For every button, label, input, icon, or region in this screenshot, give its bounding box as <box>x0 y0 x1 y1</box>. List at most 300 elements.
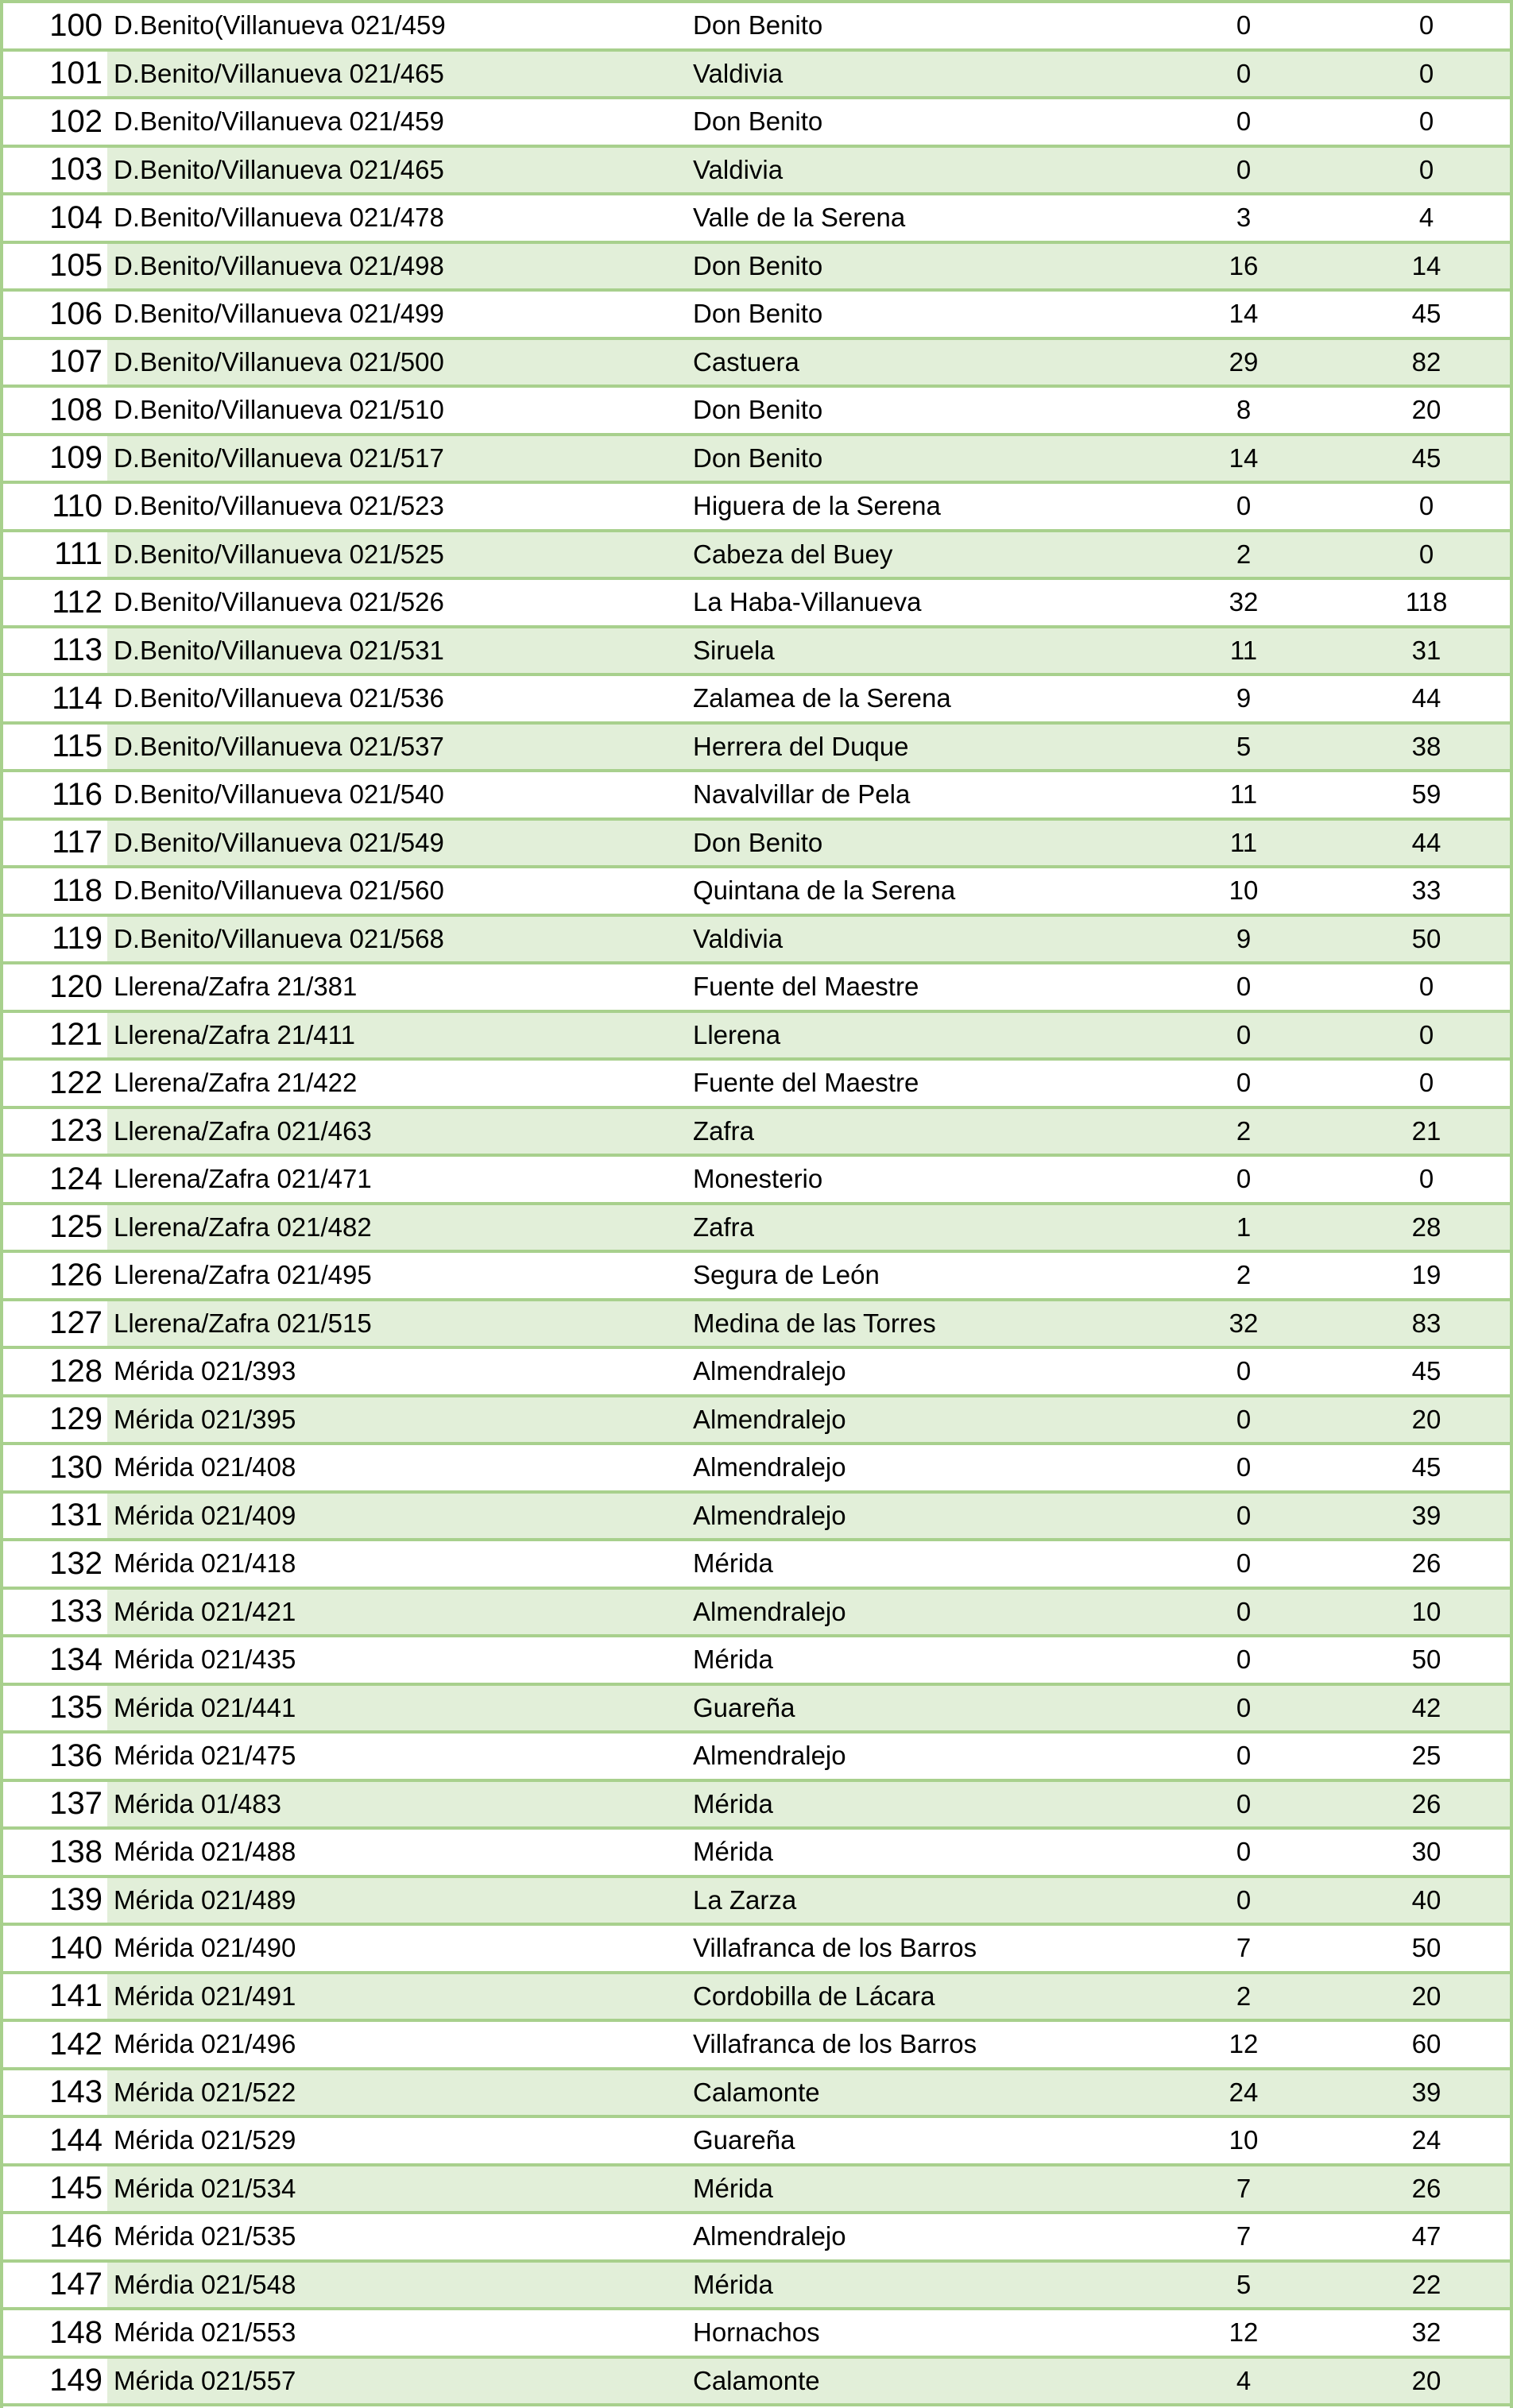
registration-code-cell: Llerena/Zafra 021/515 <box>114 1308 372 1338</box>
row-divider <box>0 481 1513 484</box>
row-number-cell: 146 <box>0 2213 107 2261</box>
row-number-cell: 147 <box>0 2261 107 2309</box>
row-divider <box>0 1250 1513 1253</box>
table-row <box>0 1347 1513 1396</box>
value-2-cell: 31 <box>1411 635 1441 665</box>
value-2-cell: 44 <box>1411 683 1441 713</box>
row-number-cell: 116 <box>0 771 107 819</box>
row-divider <box>0 1298 1513 1301</box>
table-row <box>0 1732 1513 1780</box>
municipality-cell: Fuente del Maestre <box>693 972 919 1002</box>
value-2-cell: 83 <box>1411 1308 1441 1338</box>
row-number-cell: 130 <box>0 1444 107 1492</box>
value-1-cell: 7 <box>1236 2173 1252 2203</box>
row-divider <box>0 2067 1513 2070</box>
row-divider <box>0 529 1513 532</box>
value-1-cell: 1 <box>1236 1212 1252 1242</box>
registration-code-cell: Mérida 021/522 <box>114 2077 296 2107</box>
table-row <box>0 242 1513 291</box>
municipality-cell: Segura de León <box>693 1260 880 1290</box>
value-1-cell: 3 <box>1236 203 1252 233</box>
registration-code-cell: D.Benito/Villanueva 021/465 <box>114 58 444 88</box>
row-number-cell: 119 <box>0 915 107 964</box>
value-1-cell: 2 <box>1236 539 1252 569</box>
row-number-cell: 113 <box>0 627 107 675</box>
row-number-cell: 115 <box>0 723 107 771</box>
row-divider <box>0 769 1513 772</box>
table-row <box>0 2020 1513 2069</box>
value-2-cell: 39 <box>1411 1500 1441 1530</box>
column-border <box>1510 0 1513 2408</box>
table-row <box>0 531 1513 579</box>
row-number-cell: 122 <box>0 1059 107 1107</box>
registration-code-cell: D.Benito/Villanueva 021/525 <box>114 539 444 569</box>
row-divider <box>0 721 1513 725</box>
row-divider <box>0 1106 1513 1109</box>
table-row <box>0 1828 1513 1877</box>
value-1-cell: 2 <box>1236 1115 1252 1146</box>
row-divider <box>0 2115 1513 2118</box>
row-divider <box>0 1779 1513 1782</box>
municipality-cell: Almendralejo <box>693 1741 846 1771</box>
row-divider <box>0 2211 1513 2214</box>
value-2-cell: 20 <box>1411 395 1441 425</box>
table-row <box>0 963 1513 1011</box>
value-2-cell: 42 <box>1411 1692 1441 1722</box>
row-divider <box>0 1490 1513 1494</box>
registration-code-cell: D.Benito/Villanueva 021/536 <box>114 683 444 713</box>
table-row <box>0 1204 1513 1252</box>
municipality-cell: Guareña <box>693 2125 795 2155</box>
value-2-cell: 26 <box>1411 1788 1441 1819</box>
registration-code-cell: Mérida 021/489 <box>114 1884 296 1915</box>
municipality-cell: Castuera <box>693 346 799 377</box>
row-number-cell: 102 <box>0 98 107 146</box>
value-2-cell: 47 <box>1411 2221 1441 2251</box>
municipality-cell: Villafranca de los Barros <box>693 2029 977 2059</box>
row-divider <box>0 865 1513 868</box>
value-1-cell: 32 <box>1229 1308 1259 1338</box>
table-row <box>0 1396 1513 1444</box>
value-1-cell: 0 <box>1236 1548 1252 1579</box>
row-number-cell: 132 <box>0 1540 107 1588</box>
table-row <box>0 723 1513 771</box>
municipality-cell: Valdivia <box>693 154 784 184</box>
value-2-cell: 82 <box>1411 346 1441 377</box>
row-divider <box>0 1875 1513 1878</box>
municipality-cell: Don Benito <box>693 106 823 137</box>
value-1-cell: 0 <box>1236 106 1252 137</box>
value-2-cell: 0 <box>1418 972 1434 1002</box>
municipality-cell: Quintana de la Serena <box>693 875 956 906</box>
municipality-cell: Navalvillar de Pela <box>693 779 911 810</box>
municipality-cell: Mérida <box>693 2269 773 2299</box>
table-row <box>0 674 1513 723</box>
table-row <box>0 2309 1513 2357</box>
municipality-cell: Almendralejo <box>693 2221 846 2251</box>
table-row <box>0 578 1513 627</box>
value-1-cell: 5 <box>1236 2269 1252 2299</box>
row-divider <box>0 96 1513 99</box>
value-1-cell: 12 <box>1229 2029 1259 2059</box>
value-2-cell: 50 <box>1411 923 1441 953</box>
registration-code-cell: Llerena/Zafra 021/482 <box>114 1212 372 1242</box>
value-2-cell: 44 <box>1411 827 1441 857</box>
value-2-cell: 0 <box>1418 154 1434 184</box>
municipality-cell: Medina de las Torres <box>693 1308 936 1338</box>
row-divider <box>0 1634 1513 1637</box>
row-number-cell: 134 <box>0 1636 107 1684</box>
value-1-cell: 32 <box>1229 587 1259 617</box>
row-number-cell: 133 <box>0 1588 107 1637</box>
value-2-cell: 0 <box>1418 1164 1434 1194</box>
row-divider <box>0 2403 1513 2406</box>
value-1-cell: 0 <box>1236 1356 1252 1386</box>
registration-code-cell: D.Benito/Villanueva 021/465 <box>114 154 444 184</box>
value-2-cell: 14 <box>1411 250 1441 280</box>
row-number-cell: 149 <box>0 2357 107 2406</box>
row-divider <box>0 385 1513 388</box>
row-number-cell: 140 <box>0 1924 107 1973</box>
municipality-cell: Mérida <box>693 1548 773 1579</box>
municipality-cell: La Haba-Villanueva <box>693 587 922 617</box>
registration-code-cell: Llerena/Zafra 21/381 <box>114 972 358 1002</box>
row-divider <box>0 1971 1513 1974</box>
value-1-cell: 0 <box>1236 1404 1252 1434</box>
municipality-cell: Mérida <box>693 1788 773 1819</box>
row-number-cell: 129 <box>0 1396 107 1444</box>
value-2-cell: 0 <box>1418 539 1434 569</box>
row-divider <box>0 1826 1513 1830</box>
row-divider <box>0 433 1513 436</box>
municipality-cell: Cordobilla de Lácara <box>693 1981 935 2011</box>
registration-code-cell: D.Benito/Villanueva 021/540 <box>114 779 444 810</box>
row-divider <box>0 192 1513 195</box>
value-2-cell: 45 <box>1411 1356 1441 1386</box>
row-number-cell: 105 <box>0 242 107 291</box>
row-divider <box>0 577 1513 580</box>
row-divider <box>0 2019 1513 2022</box>
row-divider <box>0 241 1513 244</box>
row-number-cell: 145 <box>0 2165 107 2213</box>
row-number-cell: 128 <box>0 1347 107 1396</box>
table-row <box>0 338 1513 387</box>
row-divider <box>0 1587 1513 1590</box>
value-1-cell: 0 <box>1236 1452 1252 1482</box>
municipality-cell: Hornachos <box>693 2317 820 2348</box>
row-number-cell: 120 <box>0 963 107 1011</box>
value-2-cell: 0 <box>1418 106 1434 137</box>
row-divider <box>0 337 1513 340</box>
municipality-cell: Don Benito <box>693 250 823 280</box>
row-divider <box>0 288 1513 292</box>
value-1-cell: 7 <box>1236 2221 1252 2251</box>
table-row <box>0 1877 1513 1925</box>
municipality-cell: Almendralejo <box>693 1500 846 1530</box>
registration-code-cell: D.Benito/Villanueva 021/459 <box>114 106 444 137</box>
row-number-cell: 136 <box>0 1732 107 1780</box>
row-divider <box>0 2356 1513 2359</box>
row-number-cell: 131 <box>0 1492 107 1540</box>
value-1-cell: 0 <box>1236 1500 1252 1530</box>
row-number-cell: 111 <box>0 531 107 579</box>
registration-code-cell: Mérida 021/491 <box>114 1981 296 2011</box>
row-divider <box>0 1346 1513 1349</box>
registration-code-cell: Mérida 01/483 <box>114 1788 281 1819</box>
value-2-cell: 45 <box>1411 299 1441 329</box>
municipality-cell: Don Benito <box>693 827 823 857</box>
registration-code-cell: Mérida 021/534 <box>114 2173 296 2203</box>
row-number-cell: 104 <box>0 194 107 242</box>
table-row <box>0 1251 1513 1300</box>
table-row <box>0 1780 1513 1829</box>
row-number-cell: 125 <box>0 1204 107 1252</box>
row-divider <box>0 1442 1513 1445</box>
table-row <box>0 819 1513 868</box>
row-divider <box>0 2259 1513 2263</box>
registration-code-cell: Mérida 021/409 <box>114 1500 296 1530</box>
row-number-cell: 100 <box>0 2 107 50</box>
row-divider <box>0 1010 1513 1013</box>
row-number-cell: 121 <box>0 1011 107 1060</box>
table-row <box>0 1011 1513 1060</box>
registration-code-cell: D.Benito/Villanueva 021/537 <box>114 731 444 761</box>
value-1-cell: 8 <box>1236 395 1252 425</box>
row-divider <box>0 1394 1513 1397</box>
row-divider <box>0 914 1513 917</box>
table-row <box>0 1540 1513 1588</box>
registration-code-cell: Llerena/Zafra 021/471 <box>114 1164 372 1194</box>
row-number-cell: 103 <box>0 146 107 195</box>
municipality-cell: Llerena <box>693 1019 781 1049</box>
value-1-cell: 16 <box>1229 250 1259 280</box>
value-2-cell: 25 <box>1411 1741 1441 1771</box>
registration-code-cell: Mérdia 021/548 <box>114 2269 296 2299</box>
municipality-cell: Don Benito <box>693 299 823 329</box>
table-row <box>0 627 1513 675</box>
row-divider <box>0 1730 1513 1734</box>
value-1-cell: 0 <box>1236 1164 1252 1194</box>
row-number-cell: 110 <box>0 482 107 531</box>
table-row <box>0 98 1513 146</box>
value-1-cell: 0 <box>1236 491 1252 521</box>
row-number-cell: 135 <box>0 1684 107 1733</box>
table-row <box>0 1107 1513 1156</box>
registration-code-cell: D.Benito/Villanueva 021/523 <box>114 491 444 521</box>
value-1-cell: 0 <box>1236 1019 1252 1049</box>
registration-code-cell: D.Benito/Villanueva 021/531 <box>114 635 444 665</box>
municipality-cell: Valle de la Serena <box>693 203 906 233</box>
table-row <box>0 867 1513 915</box>
table-row <box>0 1684 1513 1733</box>
row-number-cell: 143 <box>0 2069 107 2117</box>
table-row <box>0 1492 1513 1540</box>
value-2-cell: 0 <box>1418 1019 1434 1049</box>
row-divider <box>0 625 1513 628</box>
value-2-cell: 20 <box>1411 1981 1441 2011</box>
registration-code-cell: D.Benito/Villanueva 021/526 <box>114 587 444 617</box>
registration-code-cell: Llerena/Zafra 21/411 <box>114 1019 355 1049</box>
municipality-cell: Siruela <box>693 635 775 665</box>
table-row <box>0 1059 1513 1107</box>
registration-code-cell: D.Benito/Villanueva 021/549 <box>114 827 444 857</box>
value-1-cell: 14 <box>1229 299 1259 329</box>
value-1-cell: 4 <box>1236 2365 1252 2395</box>
registration-code-cell: D.Benito/Villanueva 021/498 <box>114 250 444 280</box>
row-number-cell: 112 <box>0 578 107 627</box>
registration-code-cell: D.Benito/Villanueva 021/517 <box>114 443 444 473</box>
municipality-cell: Fuente del Maestre <box>693 1068 919 1098</box>
municipality-cell: Herrera del Duque <box>693 731 909 761</box>
municipality-cell: Villafranca de los Barros <box>693 1933 977 1963</box>
municipality-cell: Zafra <box>693 1212 755 1242</box>
row-number-cell: 127 <box>0 1300 107 1348</box>
table-row <box>0 2165 1513 2213</box>
municipality-cell: Guareña <box>693 1692 795 1722</box>
row-divider <box>0 673 1513 676</box>
column-border <box>0 0 3 2408</box>
row-divider <box>0 1538 1513 1541</box>
value-1-cell: 0 <box>1236 1692 1252 1722</box>
table-row <box>0 1924 1513 1973</box>
row-divider <box>0 1202 1513 1205</box>
municipality-cell: Don Benito <box>693 443 823 473</box>
table-row <box>0 1973 1513 2021</box>
registration-code-cell: Mérida 021/488 <box>114 1837 296 1867</box>
value-2-cell: 26 <box>1411 1548 1441 1579</box>
municipality-cell: Don Benito <box>693 395 823 425</box>
table-row <box>0 1155 1513 1204</box>
value-1-cell: 10 <box>1229 2125 1259 2155</box>
value-2-cell: 39 <box>1411 2077 1441 2107</box>
value-1-cell: 7 <box>1236 1933 1252 1963</box>
row-divider <box>0 817 1513 821</box>
value-2-cell: 4 <box>1418 203 1434 233</box>
value-2-cell: 30 <box>1411 1837 1441 1867</box>
municipality-cell: Almendralejo <box>693 1356 846 1386</box>
row-number-cell: 108 <box>0 386 107 435</box>
value-2-cell: 24 <box>1411 2125 1441 2155</box>
table-row <box>0 2069 1513 2117</box>
registration-code-cell: Mérida 021/496 <box>114 2029 296 2059</box>
registration-code-cell: D.Benito(Villanueva 021/459 <box>114 10 446 41</box>
table-row <box>0 146 1513 195</box>
registration-code-cell: D.Benito/Villanueva 021/499 <box>114 299 444 329</box>
registration-code-cell: Mérida 021/557 <box>114 2365 296 2395</box>
row-number-cell: 138 <box>0 1828 107 1877</box>
row-number-cell: 107 <box>0 338 107 387</box>
municipality-cell: Calamonte <box>693 2365 820 2395</box>
row-number-cell: 126 <box>0 1251 107 1300</box>
row-number-cell: 124 <box>0 1155 107 1204</box>
value-2-cell: 20 <box>1411 2365 1441 2395</box>
registration-code-cell: Llerena/Zafra 021/463 <box>114 1115 372 1146</box>
value-1-cell: 29 <box>1229 346 1259 377</box>
registration-code-cell: Llerena/Zafra 21/422 <box>114 1068 358 1098</box>
table-row <box>0 50 1513 99</box>
value-1-cell: 0 <box>1236 154 1252 184</box>
row-divider <box>0 0 1513 3</box>
registration-code-cell: Mérida 021/395 <box>114 1404 296 1434</box>
value-1-cell: 0 <box>1236 1837 1252 1867</box>
table-row <box>0 2 1513 50</box>
value-2-cell: 0 <box>1418 58 1434 88</box>
table-row <box>0 194 1513 242</box>
value-1-cell: 10 <box>1229 875 1259 906</box>
municipality-cell: Almendralejo <box>693 1404 846 1434</box>
row-number-cell: 148 <box>0 2309 107 2357</box>
value-2-cell: 59 <box>1411 779 1441 810</box>
value-2-cell: 45 <box>1411 443 1441 473</box>
row-number-cell: 106 <box>0 290 107 338</box>
value-2-cell: 20 <box>1411 1404 1441 1434</box>
row-divider <box>0 1923 1513 1926</box>
registration-code-cell: Mérida 021/441 <box>114 1692 296 1722</box>
value-1-cell: 11 <box>1229 827 1258 857</box>
row-number-cell: 141 <box>0 1973 107 2021</box>
table-row <box>0 1300 1513 1348</box>
row-number-cell: 137 <box>0 1780 107 1829</box>
table-row <box>0 1444 1513 1492</box>
row-number-cell: 123 <box>0 1107 107 1156</box>
municipality-cell: Higuera de la Serena <box>693 491 941 521</box>
registration-code-cell: Mérida 021/475 <box>114 1741 296 1771</box>
value-1-cell: 24 <box>1229 2077 1259 2107</box>
row-divider <box>0 145 1513 148</box>
value-1-cell: 0 <box>1236 10 1252 41</box>
municipality-cell: Cabeza del Buey <box>693 539 893 569</box>
value-1-cell: 0 <box>1236 1068 1252 1098</box>
registration-code-cell: Mérida 021/529 <box>114 2125 296 2155</box>
value-1-cell: 12 <box>1229 2317 1259 2348</box>
municipality-cell: Calamonte <box>693 2077 820 2107</box>
row-number-cell: 117 <box>0 819 107 868</box>
value-2-cell: 28 <box>1411 1212 1441 1242</box>
table-row <box>0 1636 1513 1684</box>
table-row <box>0 290 1513 338</box>
value-1-cell: 0 <box>1236 1884 1252 1915</box>
row-divider <box>0 2307 1513 2310</box>
table-row <box>0 915 1513 964</box>
registration-code-cell: Llerena/Zafra 021/495 <box>114 1260 372 1290</box>
row-number-cell: 144 <box>0 2116 107 2165</box>
value-2-cell: 10 <box>1411 1596 1441 1626</box>
registration-code-cell: Mérida 021/418 <box>114 1548 296 1579</box>
value-1-cell: 0 <box>1236 1645 1252 1675</box>
table-row <box>0 2357 1513 2406</box>
value-1-cell: 9 <box>1236 923 1252 953</box>
value-2-cell: 0 <box>1418 10 1434 41</box>
value-2-cell: 38 <box>1411 731 1441 761</box>
registration-code-cell: D.Benito/Villanueva 021/560 <box>114 875 444 906</box>
value-2-cell: 32 <box>1411 2317 1441 2348</box>
value-1-cell: 14 <box>1229 443 1259 473</box>
registration-code-cell: Mérida 021/393 <box>114 1356 296 1386</box>
value-2-cell: 21 <box>1411 1115 1441 1146</box>
value-2-cell: 0 <box>1418 491 1434 521</box>
municipality-cell: Zafra <box>693 1115 755 1146</box>
municipality-cell: Valdivia <box>693 923 784 953</box>
registration-code-cell: Mérida 021/553 <box>114 2317 296 2348</box>
value-1-cell: 2 <box>1236 1260 1252 1290</box>
value-1-cell: 11 <box>1229 779 1258 810</box>
value-2-cell: 33 <box>1411 875 1441 906</box>
municipality-cell: Don Benito <box>693 10 823 41</box>
row-number-cell: 114 <box>0 674 107 723</box>
value-1-cell: 0 <box>1236 1596 1252 1626</box>
row-divider <box>0 1683 1513 1686</box>
table-row <box>0 2261 1513 2309</box>
